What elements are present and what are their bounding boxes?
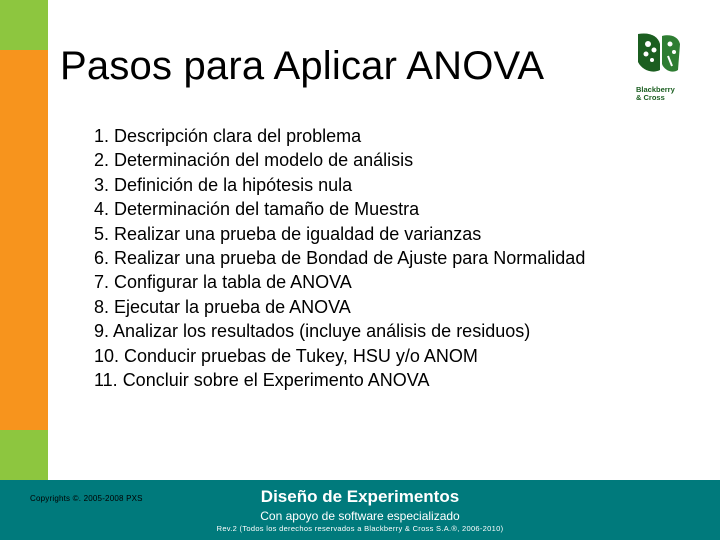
logo-text — [636, 86, 675, 102]
step-item: 6. Realizar una prueba de Bondad de Ajuste para Normalidad — [94, 248, 586, 269]
logo-line-2: & Cross — [636, 93, 665, 102]
step-item: 3. Definición de la hipótesis nula — [94, 174, 353, 195]
step-item: 7. Configurar la tabla de ANOVA — [94, 272, 352, 293]
step-item: 9. Analizar los resultados (incluye análisis de residuos) — [94, 321, 531, 342]
footer-revision: Rev.2 (Todos los derechos reservados a Blackberry & Cross S.A.®, 2006-2010) — [216, 524, 504, 533]
footer-title-text: Diseño de Experimentos — [260, 487, 460, 506]
step-item: 11. Concluir sobre el Experimento ANOVA — [94, 370, 430, 391]
step-item: 1. Descripción clara del problema — [94, 126, 362, 146]
step-item: 5. Realizar una prueba de igualdad de varianzas — [94, 223, 482, 244]
left-accent-bar-top — [0, 0, 48, 50]
footer-title — [0, 487, 720, 507]
step-item: 2. Determinación del modelo de análisis — [94, 150, 414, 171]
left-accent-bar — [0, 50, 48, 430]
step-item: 10. Conducir pruebas de Tukey, HSU y/o ANOM — [94, 345, 478, 366]
copyright-text: Copyrights ©. 2005-2008 PXS — [30, 494, 143, 503]
slide-title: Pasos para Aplicar ANOVA — [60, 44, 545, 88]
step-item: 4. Determinación del tamaño de Muestra — [94, 199, 420, 220]
left-accent-bar-bottom — [0, 430, 48, 480]
footer-subtitle: Con apoyo de software especializado — [260, 509, 460, 523]
logo-line-1: Blackberry — [636, 85, 675, 94]
step-item: 8. Ejecutar la prueba de ANOVA — [94, 296, 351, 317]
anova-steps-list — [94, 124, 585, 392]
